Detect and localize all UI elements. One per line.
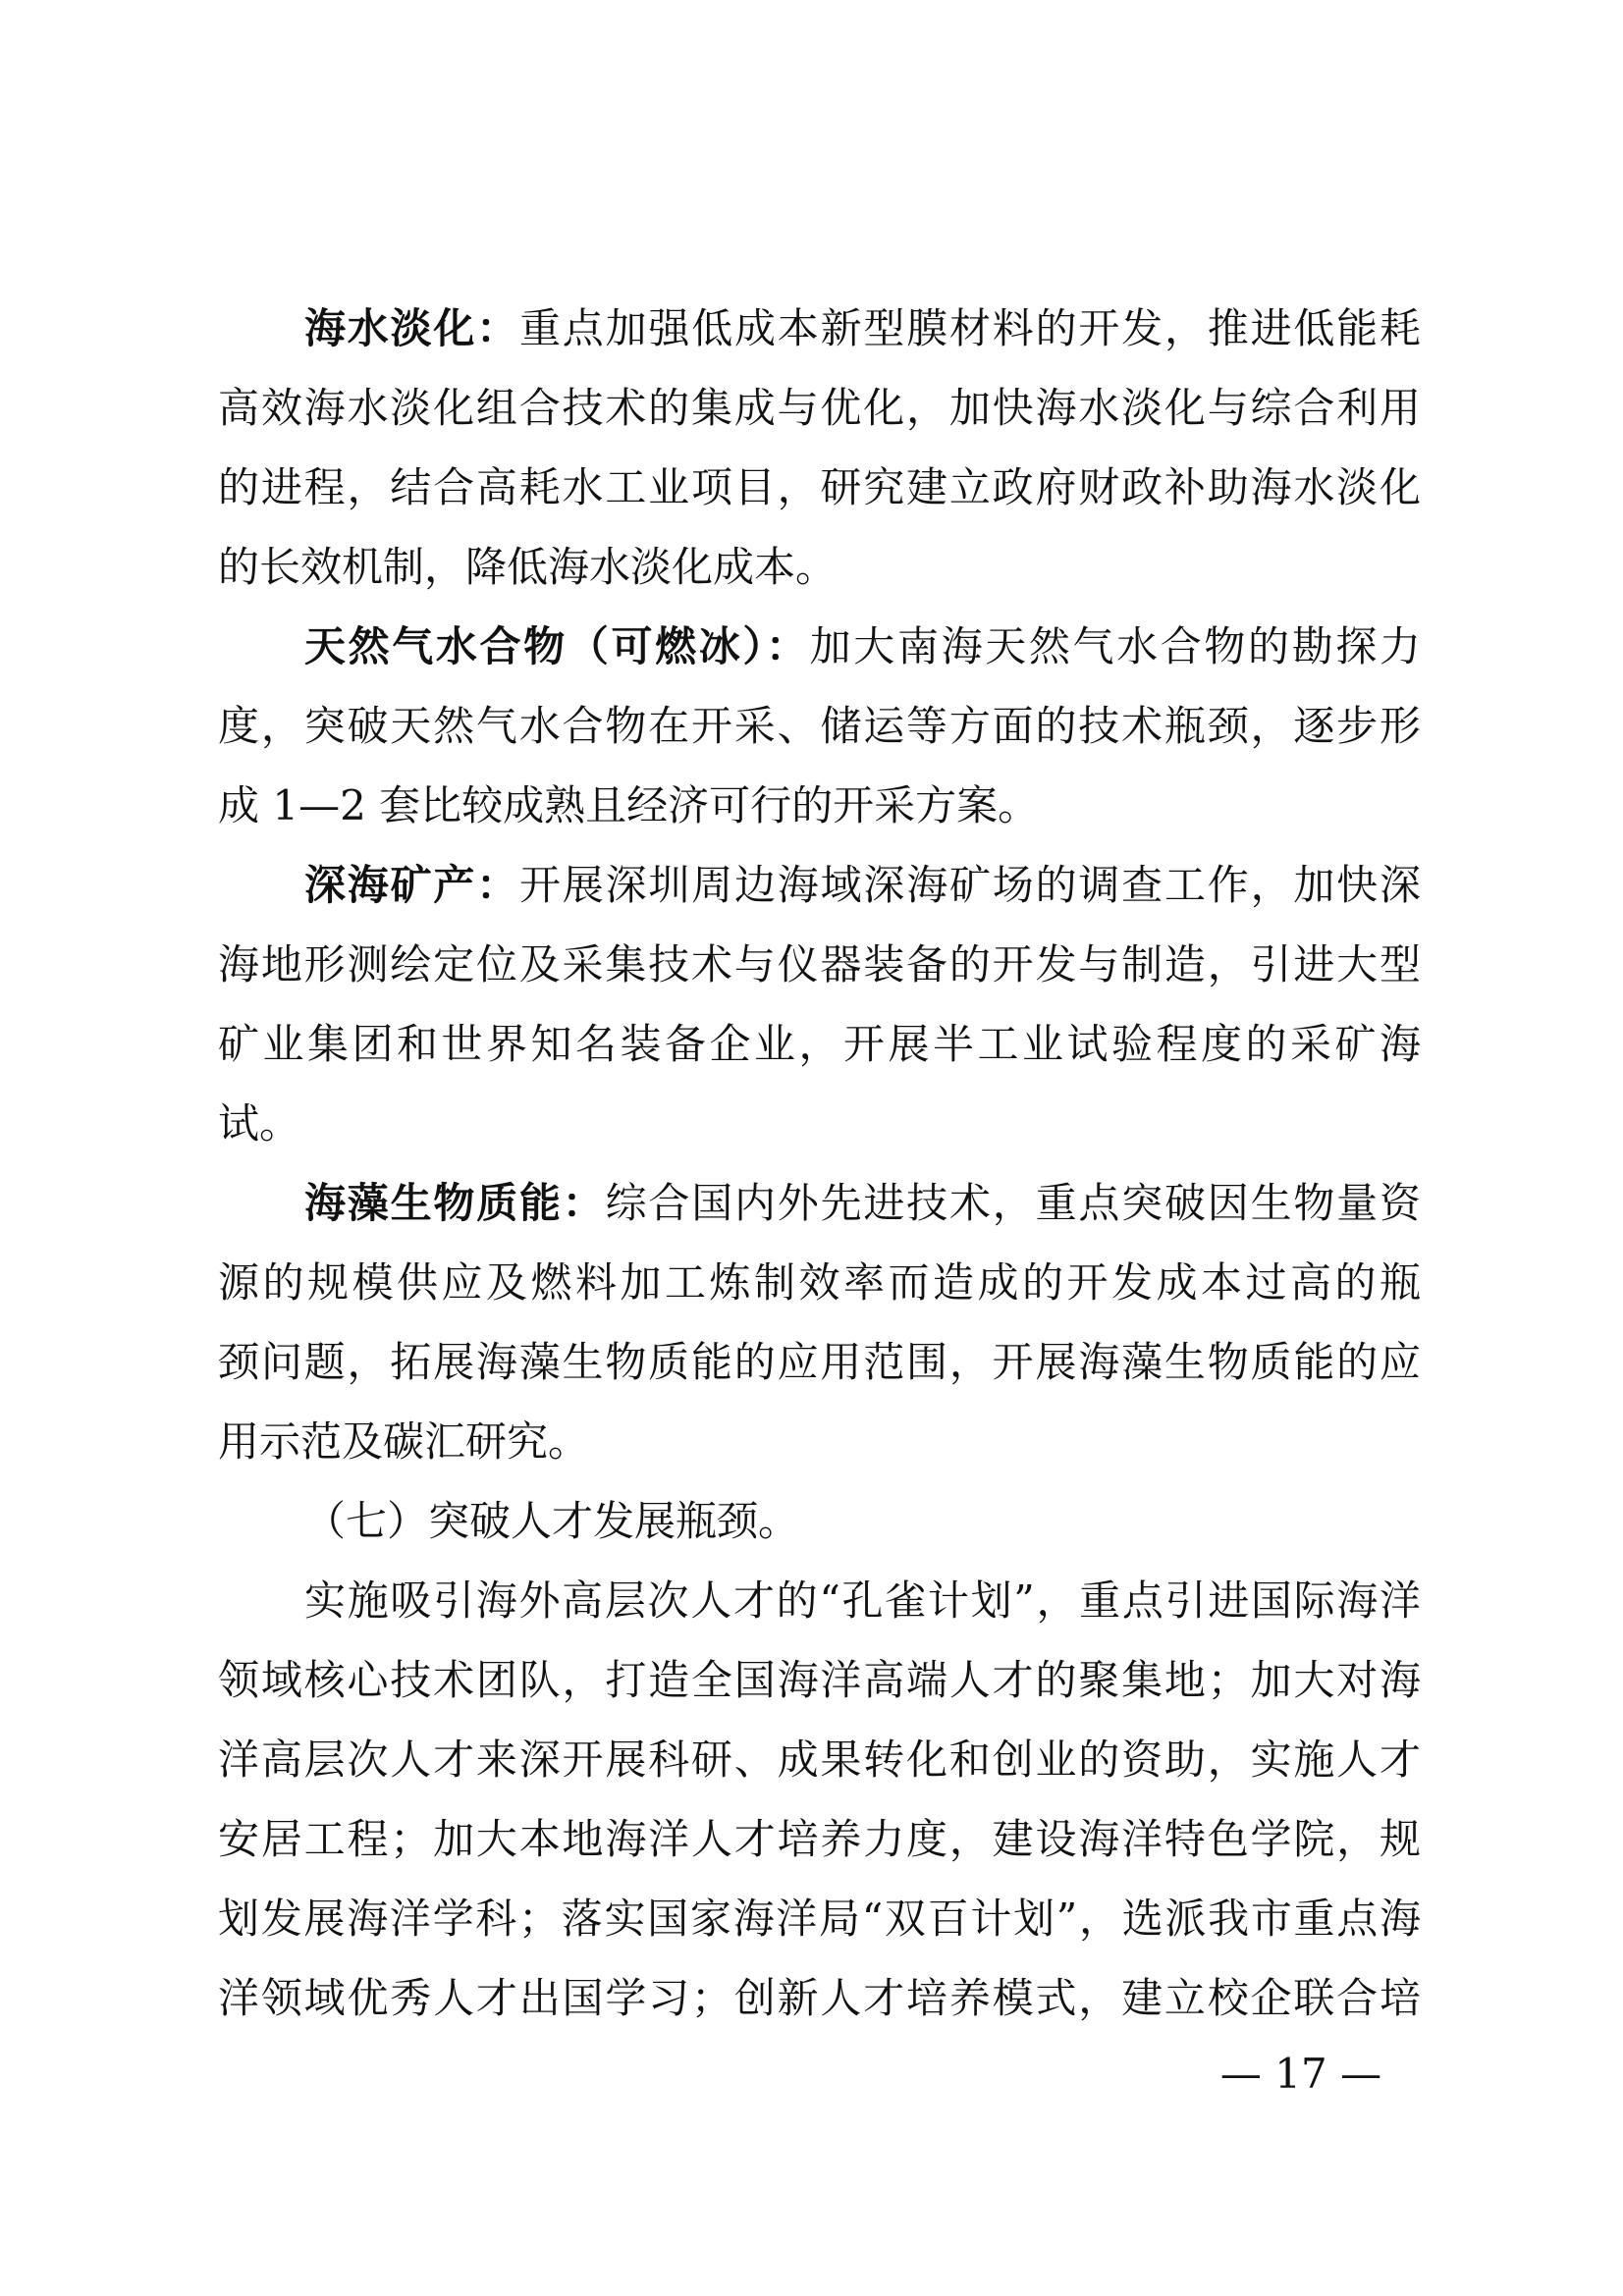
line-text: 的长效机制，降低海水淡化成本。 [218,543,838,591]
line-text: 洋高层次人才来深开展科研、成果转化和创业的资助，实施人才 [218,1735,1421,1784]
page-number: — 17 — [1219,2050,1382,2098]
line-text: 开展深圳周边海域深海矿场的调查工作，加快深 [519,861,1421,909]
line-text: 试。 [218,1099,301,1148]
line-text: 实施吸引海外高层次人才的“孔雀计划”，重点引进国际海洋 [304,1576,1421,1625]
text-line [218,1879,1421,1958]
line-text: 颈问题，拓展海藻生物质能的应用范围，开展海藻生物质能的应 [218,1338,1421,1386]
text-line [218,289,1421,368]
line-text: 海地形测绘定位及采集技术与仪器装备的开发与制造，引进大型 [218,940,1421,988]
text-line [218,607,1421,686]
text-line [218,448,1421,527]
text-line [218,1720,1421,1799]
line-text: 度，突破天然气水合物在开采、储运等方面的技术瓶颈，逐步形 [218,702,1421,750]
line-text: 划发展海洋学科；落实国家海洋局“双百计划”，选派我市重点海 [218,1895,1421,1943]
text-line [218,1084,1421,1163]
line-text: 安居工程；加大本地海洋人才培养力度，建设海洋特色学院，规 [218,1815,1421,1863]
text-line [218,1481,1421,1561]
paragraph-lead-bold: 天然气水合物（可燃冰）： [304,622,810,670]
line-text: 洋领域优秀人才出国学习；创新人才培养模式，建立校企联合培 [218,1974,1421,2022]
text-line [218,1243,1421,1322]
text-line [218,845,1421,925]
line-text: 成 1—2 套比较成熟且经济可行的开采方案。 [218,781,1040,829]
text-line [218,1799,1421,1879]
line-text: （七）突破人才发展瓶颈。 [304,1497,800,1545]
text-line [218,1640,1421,1720]
text-line [218,1561,1421,1640]
text-line [218,1004,1421,1084]
text-line [218,1322,1421,1402]
line-text: 用示范及碳汇研究。 [218,1417,590,1466]
text-line [218,527,1421,607]
line-text: 矿业集团和世界知名装备企业，开展半工业试验程度的采矿海 [218,1020,1421,1068]
text-line [218,686,1421,766]
paragraph-lead-bold: 海藻生物质能： [304,1179,606,1227]
line-text: 高效海水淡化组合技术的集成与优化，加快海水淡化与综合利用 [218,384,1421,432]
line-text: 领域核心技术团队，打造全国海洋高端人才的聚集地；加大对海 [218,1656,1421,1704]
line-text: 综合国内外先进技术，重点突破因生物量资 [605,1179,1421,1227]
text-line [218,1958,1421,2038]
line-text: 源的规模供应及燃料加工炼制效率而造成的开发成本过高的瓶 [218,1258,1421,1307]
paragraph-lead-bold: 海水淡化： [304,304,519,352]
text-line [218,1163,1421,1243]
document-body [218,289,1421,2038]
line-text: 的进程，结合高耗水工业项目，研究建立政府财政补助海水淡化 [218,463,1421,511]
line-text: 加大南海天然气水合物的勘探力 [809,622,1421,670]
text-line [218,368,1421,448]
text-line [218,1402,1421,1481]
paragraph-lead-bold: 深海矿产： [304,861,519,909]
line-text: 重点加强低成本新型膜材料的开发，推进低能耗 [519,304,1421,352]
text-line [218,925,1421,1004]
text-line [218,766,1421,845]
